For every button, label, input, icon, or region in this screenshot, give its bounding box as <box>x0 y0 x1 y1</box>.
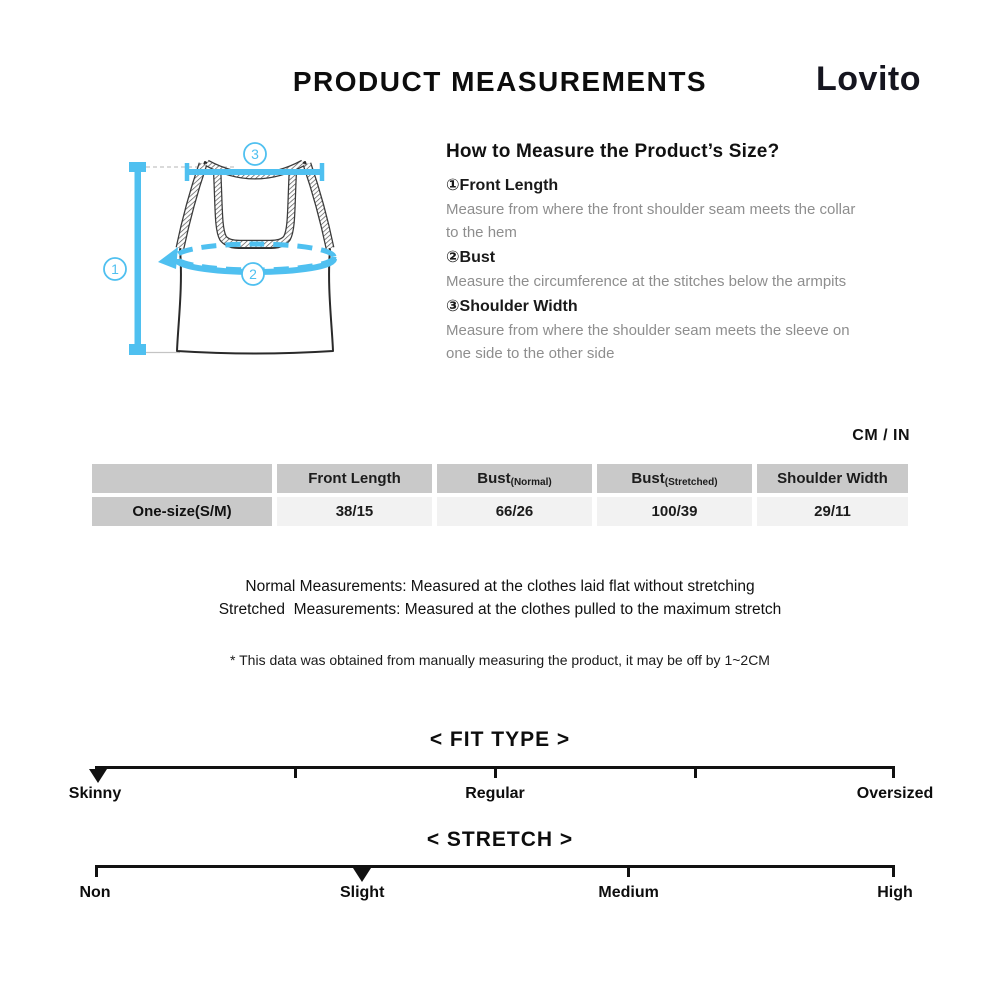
table-cell-bust-stretched: 100/39 <box>597 497 752 526</box>
fit-tick <box>694 768 697 778</box>
table-cell-shoulder-width: 29/11 <box>757 497 908 526</box>
stretch-scale-line <box>95 865 895 868</box>
table-header-bust-stretched: Bust (Stretched) <box>597 464 752 493</box>
note-stretched: Stretched Measurements: Measured at the clothes pulled to the maximum stretch <box>218 601 782 618</box>
fit-label-oversized: Oversized <box>856 785 934 802</box>
circled-1-icon: ① <box>446 177 460 194</box>
accuracy-footnote: * This data was obtained from manually measuring the product, it may be off by 1~2CM <box>230 652 770 668</box>
table-cell-bust-normal: 66/26 <box>437 497 592 526</box>
marker-2: 2 <box>249 266 257 282</box>
guide-item-shoulder-width <box>446 295 864 365</box>
stretch-label-slight: Slight <box>339 884 385 901</box>
measurements-table <box>92 464 908 526</box>
fit-marker-triangle-icon <box>89 769 107 783</box>
stretch-label-non: Non <box>79 884 111 901</box>
fit-label-skinny: Skinny <box>68 785 122 802</box>
stretch-label-high: High <box>877 884 913 901</box>
circled-3-icon: ③ <box>446 298 460 315</box>
fit-tick <box>494 768 497 778</box>
bust-arrowhead <box>158 247 178 269</box>
guide-item-front-length <box>446 174 864 244</box>
header-subscript: (Normal) <box>510 477 552 488</box>
table-header-front-length: Front Length <box>277 464 432 493</box>
stretch-scale <box>79 865 913 911</box>
stretch-marker-triangle-icon <box>353 868 371 882</box>
stretch-tick <box>627 867 630 877</box>
guide-item-description: Measure from where the shoulder seam meets the sleeve on one side to the other side <box>446 322 850 362</box>
table-row-size-label: One-size(S/M) <box>92 497 272 526</box>
guide-heading: How to Measure the Product’s Size? <box>446 141 780 162</box>
table-header-bust-normal: Bust (Normal) <box>437 464 592 493</box>
garment-outline <box>177 162 333 354</box>
garment-diagram <box>90 135 450 390</box>
table-header-shoulder-width: Shoulder Width <box>757 464 908 493</box>
fit-label-regular: Regular <box>465 785 525 802</box>
tank-top-illustration <box>90 135 450 390</box>
fit-tick <box>294 768 297 778</box>
guide-item-label: Shoulder Width <box>459 298 578 315</box>
note-normal: Normal Measurements: Measured at the clothes laid flat without stretching <box>245 578 755 595</box>
circled-2-icon: ② <box>446 249 460 266</box>
table-cell-front-length: 38/15 <box>277 497 432 526</box>
guide-item-bust <box>446 246 864 293</box>
stretch-label-medium: Medium <box>598 884 659 901</box>
fit-type-heading: < FIT TYPE > <box>429 728 571 751</box>
brand-logo: Lovito <box>816 60 921 98</box>
front-length-measure-line <box>129 162 146 355</box>
header-subscript: (Stretched) <box>664 477 718 488</box>
guide-item-description: Measure from where the front shoulder seam meets the collar to the hem <box>446 201 856 241</box>
stretch-heading: < STRETCH > <box>426 828 574 851</box>
stretch-tick <box>892 867 895 877</box>
table-header-empty <box>92 464 272 493</box>
units-label: CM / IN <box>852 427 910 444</box>
fit-tick <box>892 768 895 778</box>
guide-item-description: Measure the circumference at the stitches below the armpits <box>446 273 847 290</box>
measurement-notes <box>0 575 1000 621</box>
stretch-tick <box>95 867 98 877</box>
fit-type-scale <box>68 766 934 812</box>
guide-item-label: Bust <box>459 249 496 266</box>
how-to-measure-guide <box>446 141 864 367</box>
page-title: PRODUCT MEASUREMENTS <box>292 66 708 97</box>
marker-3: 3 <box>251 146 259 162</box>
guide-item-label: Front Length <box>459 177 559 194</box>
marker-1: 1 <box>111 261 119 277</box>
